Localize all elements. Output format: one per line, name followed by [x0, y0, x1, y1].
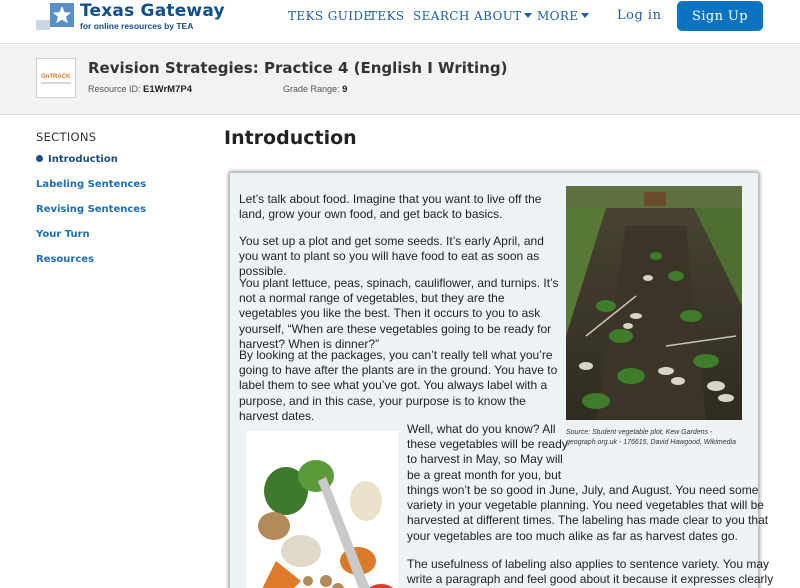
paragraph-5-line: your vegetables are too much alike as far as harvest dates go. [407, 528, 738, 543]
thumbnail-decoration [41, 82, 71, 84]
paragraph-5-line: things won’t be so good in June, July, and August. You need some [407, 483, 759, 497]
paragraph-6-line: The usefulness of labeling also applies to sentence variety. You may [407, 557, 770, 571]
nav-teks-label: TEKS [369, 9, 405, 23]
nav-search[interactable] [413, 9, 470, 23]
sidebar-item-labeling-sentences[interactable] [36, 179, 206, 204]
paragraph-6-line: write a paragraph and feel good about it because it expresses clearly [407, 572, 774, 587]
sections-title: SECTIONS [36, 130, 97, 144]
ontrack-logo: OnTRACK [41, 74, 71, 80]
sidebar-item-your-turn[interactable] [36, 229, 206, 254]
nav-more-label: MORE [537, 9, 579, 23]
active-dot-icon [36, 155, 43, 162]
resource-thumbnail [36, 58, 76, 98]
vegetables-photo [246, 431, 398, 588]
nav-more[interactable] [537, 9, 589, 23]
resource-id-label: Resource ID: [88, 84, 141, 94]
photo-caption: Source: Student vegetable plot, Kew Gardens - geograph.org.uk - 176615, David Hawgood, Wikimedia [566, 429, 736, 446]
resource-id [88, 84, 192, 95]
paragraph-4: By looking at the packages, you can’t really tell what you’re going to have after the plants are in the ground. You have to label them to see what you’ve got. You always label with a purpose, and in this case, your purpose is to know the harvest dates. [239, 348, 558, 423]
paragraph-5-full [407, 483, 769, 544]
sidebar-item-introduction[interactable] [36, 154, 206, 179]
top-navigation [0, 0, 800, 44]
resource-header [0, 45, 800, 115]
texas-gateway-logo[interactable] [36, 0, 236, 36]
paragraph-5-line: variety in your vegetable planning. You need vegetables that will be [407, 498, 764, 513]
paragraph-5-wrap [407, 422, 577, 483]
paragraph-5-line: be a great month for you, but [407, 467, 562, 482]
star-icon [50, 3, 74, 27]
signup-button[interactable]: Sign Up [677, 1, 763, 31]
sidebar-item-label: Introduction [48, 154, 118, 165]
paragraph-2: You set up a plot and get some seeds. It’s early April, and you want to plant so you will have food to eat as soon as possible. [239, 234, 544, 279]
sidebar-item-label: Resources [36, 254, 95, 265]
vegetable-garden-photo [566, 186, 742, 420]
nav-teks[interactable] [369, 9, 405, 23]
paragraph-3: You plant lettuce, peas, spinach, cauliflower, and turnips. It’s not a normal range of vegetables, but they are the vegetables you like the best. Then it occurs to you to ask yourself, “When are these vegetables going to be ready for harvest? When is dinner?” [239, 276, 559, 351]
sidebar-item-label: Revising Sentences [36, 204, 147, 215]
nav-about-label: ABOUT [474, 9, 522, 23]
resource-title: Revision Strategies: Practice 4 (English I Writing) [88, 59, 508, 77]
paragraph-1: Let’s talk about food. Imagine that you want to live off the land, grow your own food, and get back to basics. [239, 192, 542, 222]
logo-title: Texas Gateway [80, 1, 225, 21]
paragraph-5-line: to harvest in May, so May will [407, 452, 563, 467]
login-link[interactable]: Log in [617, 8, 662, 23]
paragraph-6 [407, 557, 774, 587]
paragraph-5-line: these vegetables will be ready [407, 437, 568, 452]
nav-about[interactable] [474, 9, 532, 23]
sidebar-item-resources[interactable] [36, 254, 206, 279]
sidebar-item-label: Labeling Sentences [36, 179, 147, 190]
sidebar-item-label: Your Turn [36, 229, 90, 240]
logo-accent [36, 20, 50, 30]
paragraph-5-line: harvested at different times. The labeling has made clear to you that [407, 513, 769, 528]
grade-range-value: 9 [342, 84, 348, 95]
grade-range-label: Grade Range: [283, 84, 340, 94]
nav-teks-guide-label: TEKS GUIDE [288, 9, 373, 23]
page-title: Introduction [224, 127, 357, 149]
nav-teks-guide[interactable] [288, 9, 373, 23]
sidebar-item-revising-sentences[interactable] [36, 204, 206, 229]
chevron-down-icon [581, 13, 589, 18]
paragraph-5-line: Well, what do you know? All [407, 422, 556, 436]
nav-search-label: SEARCH [413, 9, 470, 23]
sections-sidebar [36, 130, 206, 279]
grade-range [283, 84, 347, 95]
article-panel [229, 172, 774, 588]
resource-id-value: E1WrM7P4 [143, 84, 192, 95]
chevron-down-icon [524, 13, 532, 18]
logo-subtitle: for online resources by TEA [80, 21, 194, 31]
